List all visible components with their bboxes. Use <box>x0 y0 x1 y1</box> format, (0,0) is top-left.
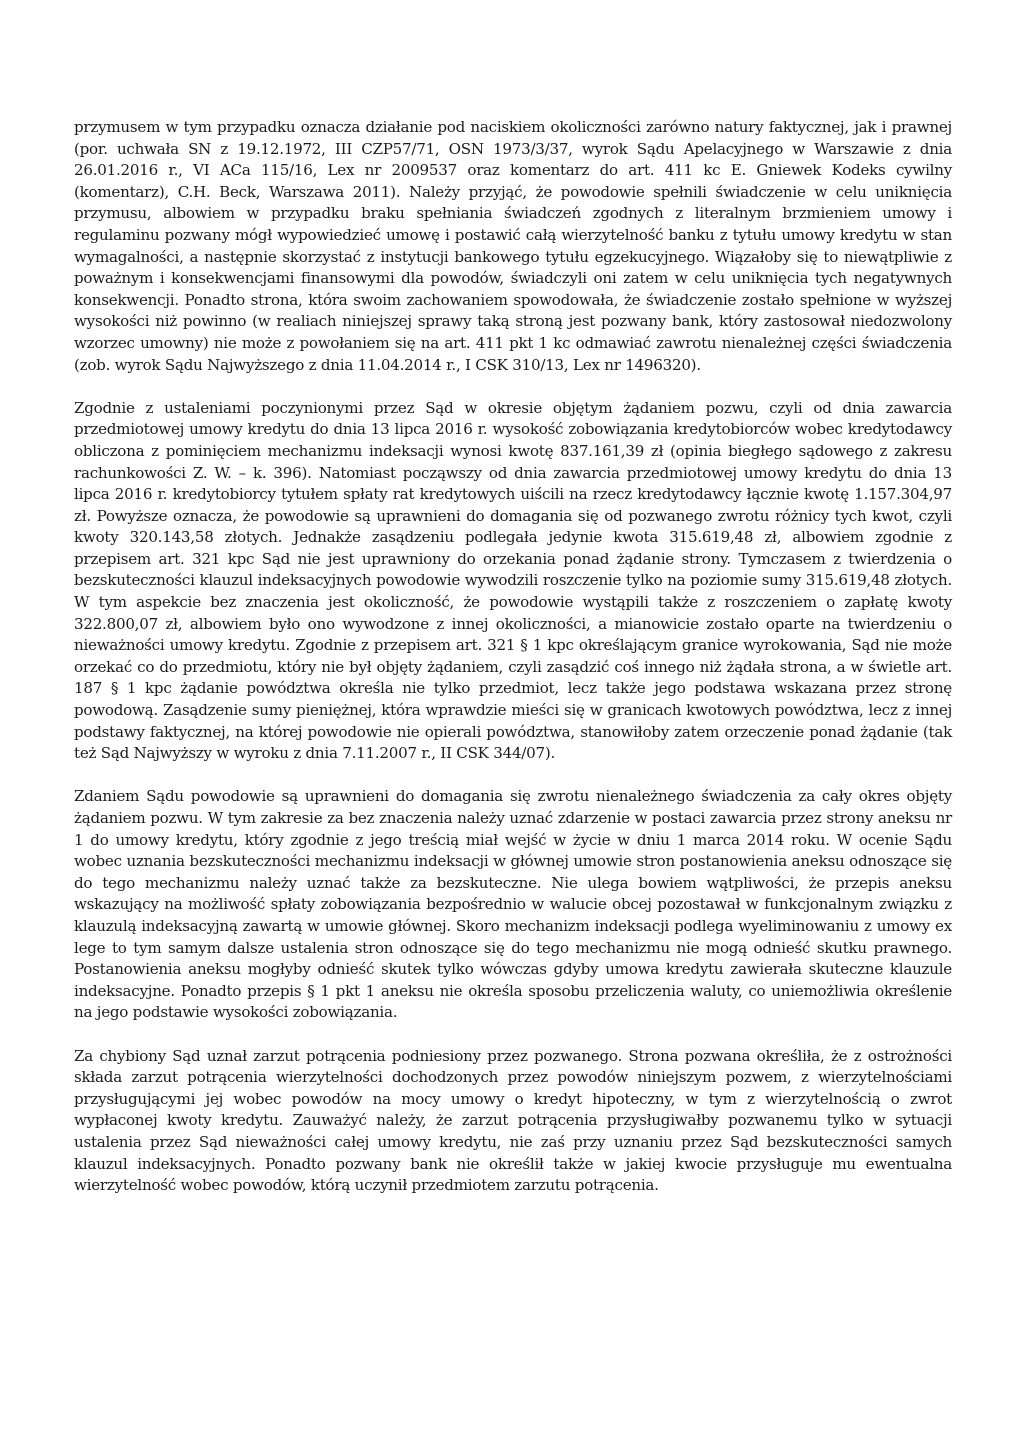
paragraph-amount-calculation: Zgodnie z ustaleniami poczynionymi przez Sąd w okresie objętym żądaniem pozwu, czyli od dnia zawarcia przedmiotowej umowy kredytu do dnia 13 lipca 2016 r. wysokość zobowiązania kredytobiorców wobec kredytodawcy obliczona z pominięciem mechanizmu indeksacji wynosi kwotę 837.161,39 zł (opinia biegłego sądowego z zakresu rachunkowości Z. W. – k. 396). Natomiast począwszy od dnia zawarcia przedmiotowej umowy kredytu do dnia 13 lipca 2016 r. kredytobiorcy tytułem spłaty rat kredytowych uiścili na rzecz kredytodawcy łącznie kwotę 1.157.304,97 zł. Powyższe oznacza, że powodowie są uprawnieni do domagania się od pozwanego zwrotu różnicy tych kwot, czyli kwoty 320.143,58 złotych. Jednakże zasądzeniu podlegała jedynie kwota 315.619,48 zł, albowiem zgodnie z przepisem art. 321 kpc Sąd nie jest uprawniony do orzekania ponad żądanie strony. Tymczasem z twierdzenia o bezskuteczności klauzul indeksacyjnych powodowie wywodzili roszczenie tylko na poziomie sumy 315.619,48 złotych. W tym aspekcie bez znaczenia jest okoliczność, że powodowie wystąpili także z roszczeniem o zapłatę kwoty 322.800,07 zł, albowiem było ono wywodzone z innej okoliczności, a mianowicie zostało oparte na twierdzeniu o nieważności umowy kredytu. Zgodnie z przepisem art. 321 § 1 kpc określającym granice wyrokowania, Sąd nie może orzekać co do przedmiotu, który nie był objęty żądaniem, czyli zasądzić coś innego niż żądała strona, a w świetle art. 187 § 1 kpc żądanie powództwa określa nie tylko przedmiot, lecz także jego podstawa wskazana przez stronę powodową. Zasądzenie sumy pieniężnej, która wprawdzie mieści się w granicach kwotowych powództwa, lecz z innej podstawy faktycznej, na której powodowie nie opierali powództwa, stanowiłoby zatem orzeczenie ponad żądanie (tak też Sąd Najwyższy w wyroku z dnia 7.11.2007 r., II CSK 344/07). <box>74 398 952 763</box>
paragraph-duress: przymusem w tym przypadku oznacza działanie pod naciskiem okoliczności zarówno natury faktycznej, jak i prawnej (por. uchwała SN z 19.12.1972, III CZP57/71, OSN 1973/3/37, wyrok Sądu Apelacyjnego w Warszawie z dnia 26.01.2016 r., VI ACa 115/16, Lex nr 2009537 oraz komentarz do art. 411 kc E. Gniewek Kodeks cywilny (komentarz), C.H. Beck, Warszawa 2011). Należy przyjąć, że powodowie spełnili świadczenie w celu uniknięcia przymusu, albowiem w przypadku braku spełniania świadczeń zgodnych z literalnym brzmieniem umowy i regulaminu pozwany mógł wypowiedzieć umowę i postawić całą wierzytelność banku z tytułu umowy kredytu w stan wymagalności, a następnie skorzystać z instytucji bankowego tytułu egzekucyjnego. Wiązałoby się to niewątpliwie z poważnym i konsekwencjami finansowymi dla powodów, świadczyli oni zatem w celu uniknięcia tych negatywnych konsekwencji. Ponadto strona, która swoim zachowaniem spowodowała, że świadczenie zostało spełnione w wyższej wysokości niż powinno (w realiach niniejszej sprawy taką stroną jest pozwany bank, który zastosował niedozwolony wzorzec umowny) nie może z powołaniem się na art. 411 pkt 1 kc odmawiać zawrotu nienależnej części świadczenia (zob. wyrok Sądu Najwyższego z dnia 11.04.2014 r., I CSK 310/13, Lex nr 1496320). <box>74 118 952 374</box>
document-page <box>74 117 952 1218</box>
paragraph-set-off: Za chybiony Sąd uznał zarzut potrącenia podniesiony przez pozwanego. Strona pozwana określiła, że z ostrożności składa zarzut potrącenia wierzytelności dochodzonych przez powodów niniejszym pozwem, z wierzytelnościami przysługującymi jej wobec powodów na mocy umowy o kredyt hipoteczny, w tym z wierzytelnością o zwrot wypłaconej kwoty kredytu. Zauważyć należy, że zarzut potrącenia przysługiwałby pozwanemu tylko w sytuacji ustalenia przez Sąd nieważności całej umowy kredytu, nie zaś przy uznaniu przez Sąd bezskuteczności samych klauzul indeksacyjnych. Ponadto pozwany bank nie określił także w jakiej kwocie przysługuje mu ewentualna wierzytelność wobec powodów, którą uczynił przedmiotem zarzutu potrącenia. <box>74 1046 952 1195</box>
paragraph-annex: Zdaniem Sądu powodowie są uprawnieni do domagania się zwrotu nienależnego świadczenia za cały okres objęty żądaniem pozwu. W tym zakresie za bez znaczenia należy uznać zdarzenie w postaci zawarcia przez strony aneksu nr 1 do umowy kredytu, który zgodnie z jego treścią miał wejść w życie w dniu 1 marca 2014 roku. W ocenie Sądu wobec uznania bezskuteczności mechanizmu indeksacji w głównej umowie stron postanowienia aneksu odnoszące się do tego mechanizmu należy uznać także za bezskuteczne. Nie ulega bowiem wątpliwości, że przepis aneksu wskazujący na możliwość spłaty zobowiązania bezpośrednio w walucie obcej pozostawał w funkcjonalnym związku z klauzulą indeksacyjną zawartą w umowie głównej. Skoro mechanizm indeksacji podlega wyeliminowaniu z umowy ex lege to tym samym dalsze ustalenia stron odnoszące się do tego mechanizmu nie mogą odnieść skutku prawnego. Postanowienia aneksu mogłyby odnieść skutek tylko wówczas gdyby umowa kredytu zawierała skuteczne klauzule indeksacyjne. Ponadto przepis § 1 pkt 1 aneksu nie określa sposobu przeliczenia waluty, co uniemożliwia określenie na jego podstawie wysokości zobowiązania. <box>74 787 952 1022</box>
